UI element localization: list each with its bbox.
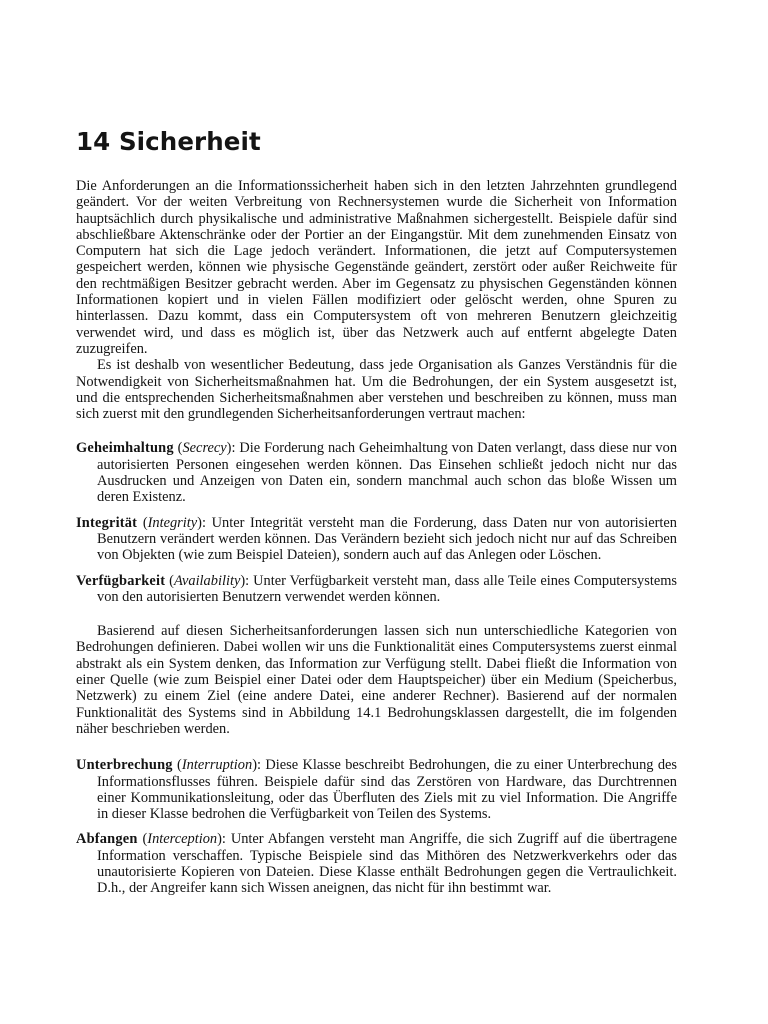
requirement-integrity: Integrität (Integrity): Unter Integrität versteht man die Forderung, dass Daten nur von autorisierten Benutzern verändert werden können. Das Verändern bezieht sich jedoch nicht nur auf das Schreiben von Objekten (wie zum Beispiel Dateien), sondern auch auf das Anlegen oder Löschen.	[76, 514, 677, 564]
definition-term: Integrität	[76, 514, 138, 531]
requirements-intro-paragraph: Es ist deshalb von wesentlicher Bedeutung, dass jede Organisation als Ganzes Verständnis für die Notwendigkeit von Sicherheitsmaßnahmen hat. Um die Bedrohungen, der ein System ausgesetzt ist, und die entsprechenden Sicherheitsmaßnahmen aber verstehen und beschreiben zu können, muss man sich zuerst mit den grundlegenden Sicherheitsanforderungen vertraut machen:	[76, 357, 677, 423]
definition-term: Abfangen	[76, 831, 138, 848]
definition-gloss: Interruption	[181, 757, 253, 774]
definition-gloss: Interception	[147, 831, 218, 848]
definition-text: Diese Klasse beschreibt Bedrohungen, die zu einer Unterbrechung des Informationsflusses führen. Beispiele dafür sind das Zerstören von Hardware, das Durchtrennen einer Kommunikationsleitung, oder das Überfluten des Ziels mit zu viel Information. Die Angriffe in dieser Klasse bedrohen die Verfügbarkeit von Teilen des Systems.	[97, 757, 678, 823]
requirements-list	[76, 440, 677, 605]
definition-term: Verfügbarkeit	[76, 572, 166, 589]
definition-term: Geheimhaltung	[76, 440, 174, 457]
threat-categories-paragraph: Basierend auf diesen Sicherheitsanforderungen lassen sich nun unterschiedliche Kategorien von Bedrohungen definieren. Dabei wollen wir uns die Funktionalität eines Computersystems zuerst einmal abstrakt als ein System denken, das Information zur Verfügung stellt. Dabei fließt die Information von einer Quelle (wie zum Beispiel einer Datei oder dem Hauptspeicher) über ein Medium (Speicherbus, Netzwerk) zu einem Ziel (eine andere Datei, eine anderer Rechner). Basierend auf der normalen Funktionalität des Systems sind in Abbildung 14.1 Bedrohungsklassen dargestellt, die im folgenden näher beschrieben werden.	[76, 623, 677, 737]
requirement-secrecy: Geheimhaltung (Secrecy): Die Forderung nach Geheimhaltung von Daten verlangt, dass diese nur von autorisierten Personen eingesehen werden können. Das Einsehen schließt jedoch nicht nur das Ausdrucken und Anzeigen von Daten ein, sondern manchmal auch schon das bloße Wissen um deren Existenz.	[76, 440, 678, 506]
threats-list	[76, 757, 677, 896]
chapter-number: 14	[76, 127, 111, 156]
chapter-title-text: Sicherheit	[118, 127, 261, 156]
requirement-availability: Verfügbarkeit (Availability): Unter Verfügbarkeit versteht man, dass alle Teile eines Computersystems von den autorisierten Benutzern verwendet werden können.	[76, 572, 678, 605]
definition-text: Unter Abfangen versteht man Angriffe, die sich Zugriff auf die übertragene Information verschaffen. Typische Beispiele sind das Mithören des Netzwerkverkehrs oder das unautorisierte Kopieren von Dateien. Diese Klasse enthält Bedrohungen gegen die Vertraulichkeit. D.h., der Angreifer kann sich Wissen aneignen, das nicht für ihn bestimmt war.	[97, 831, 678, 897]
definition-term: Unterbrechung	[76, 757, 173, 774]
chapter-title	[76, 124, 677, 160]
intro-paragraph: Die Anforderungen an die Informationssicherheit haben sich in den letzten Jahrzehnten grundlegend geändert. Vor der weiten Verbreitung von Rechnersystemen wurde die Sicherheit von Information hauptsächlich durch physikalische und administrative Maßnahmen sichergestellt. Beispiele dafür sind abschließbare Aktenschränke oder der Portier an der Eingangstür. Mit dem zunehmenden Einsatz von Computern hat sich die Lage jedoch verändert. Informationen, die jetzt auf Computersystemen gespeichert werden, können wie physische Gegenstände geändert, zerstört oder außer Reichweite für den rechtmäßigen Besitzer gebracht werden. Aber im Gegensatz zu physischen Gegenständen können Informationen kopiert und in vielen Fällen modifiziert oder gelöscht werden, ohne Spuren zu hinterlassen. Dazu kommt, dass ein Computersystem oft von mehreren Benutzern gleichzeitig verwendet wird, und dass es möglich ist, über das Netzwerk auch auf entfernt abgelegte Daten zuzugreifen.	[76, 178, 677, 357]
definition-gloss: Secrecy	[182, 440, 227, 457]
definition-gloss: Integrity	[147, 514, 198, 531]
definition-text: Die Forderung nach Geheimhaltung von Daten verlangt, dass diese nur von autorisierten Personen eingesehen werden können. Das Einsehen schließt jedoch nicht nur das Ausdrucken und Anzeigen von Daten ein, sondern manchmal auch schon das bloße Wissen um deren Existenz.	[97, 440, 678, 506]
definition-gloss: Availability	[173, 572, 241, 589]
definition-text: Unter Verfügbarkeit versteht man, dass alle Teile eines Computersystems von den autorisierten Benutzern verwendet werden können.	[97, 572, 678, 605]
definition-text: Unter Integrität versteht man die Forderung, dass Daten nur von autorisierten Benutzern verändert werden können. Das Verändern bezieht sich jedoch nicht nur auf das Schreiben von Objekten (wie zum Beispiel Dateien), sondern auch auf das Anlegen oder Löschen.	[97, 514, 677, 564]
threat-interruption: Unterbrechung (Interruption): Diese Klasse beschreibt Bedrohungen, die zu einer Unterbrechung des Informationsflusses führen. Beispiele dafür sind das Zerstören von Hardware, das Durchtrennen einer Kommunikationsleitung, oder das Überfluten des Ziels mit zu viel Information. Die Angriffe in dieser Klasse bedrohen die Verfügbarkeit von Teilen des Systems.	[76, 757, 678, 823]
document-page	[76, 0, 677, 906]
threat-interception: Abfangen (Interception): Unter Abfangen versteht man Angriffe, die sich Zugriff auf die übertragene Information verschaffen. Typische Beispiele sind das Mithören des Netzwerkverkehrs oder das unautorisierte Kopieren von Dateien. Diese Klasse enthält Bedrohungen gegen die Vertraulichkeit. D.h., der Angreifer kann sich Wissen aneignen, das nicht für ihn bestimmt war.	[76, 831, 678, 897]
